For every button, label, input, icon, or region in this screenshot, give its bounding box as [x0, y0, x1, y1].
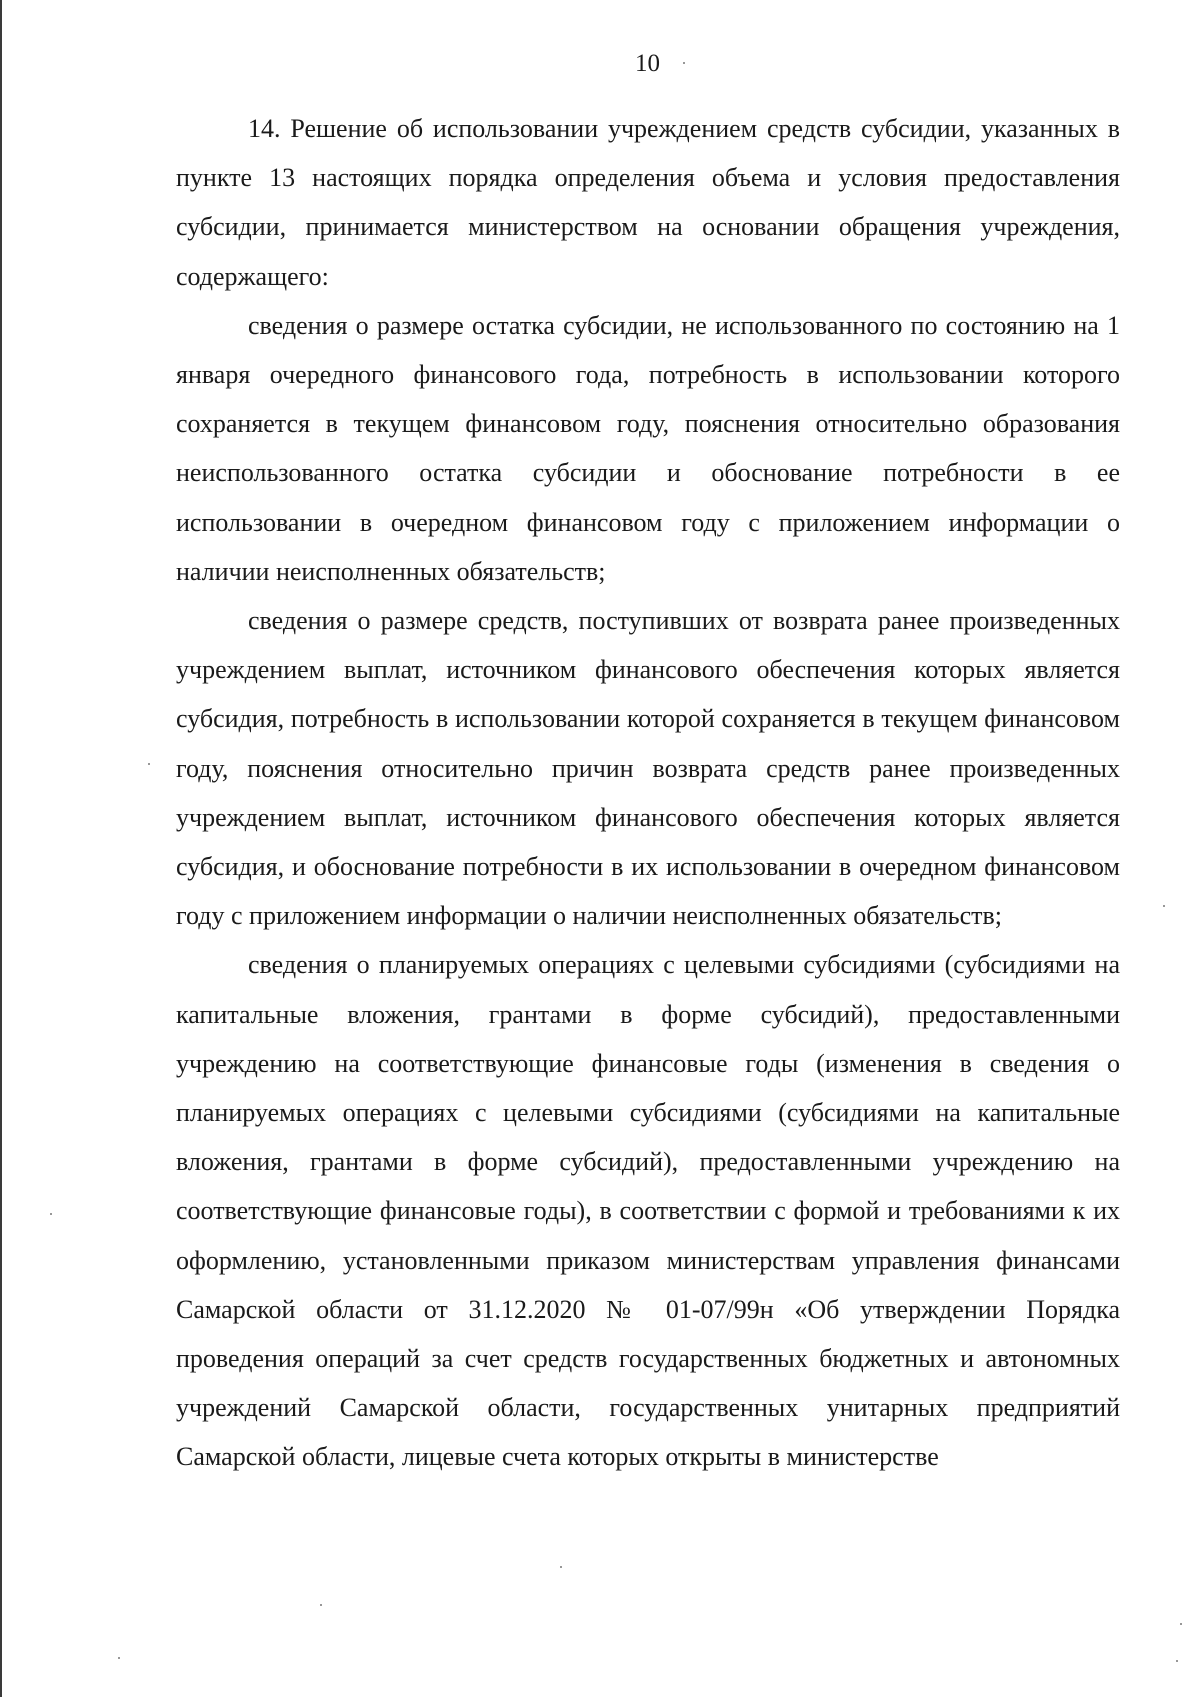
scan-speck [50, 1213, 52, 1215]
paragraph-returned-funds: сведения о размере средств, поступивших от возврата ранее произведенных учреждением выплат, источником финансового обеспечения которых является субсидия, потребность в использовании которой сохраняется в текущем финансовом году, пояснения относительно причин возврата средств ранее произведенных учреждением выплат, источником финансового обеспечения которых является субсидия, и обоснование потребности в их использовании в очередном финансовом году с приложением информации о наличии неисполненных обязательств; [176, 606, 1120, 931]
page-number: 10 [635, 50, 660, 77]
paragraph-item-14: 14. Решение об использовании учреждением средств субсидии, указанных в пункте 13 настоящих порядка определения объема и условия предоставления субсидии, принимается министерством на основании обращения учреждения, содержащего: [176, 114, 1120, 291]
paragraph-unused-balance: сведения о размере остатка субсидии, не использованного по состоянию на 1 января очередного финансового года, потребность в использовании которого сохраняется в текущем финансовом году, пояснения относительно образования неиспользованного остатка субсидии и обоснование потребности в ее использовании в очередном финансовом году с приложением информации о наличии неисполненных обязательств; [176, 310, 1120, 586]
scan-speck [118, 1657, 120, 1659]
scan-speck [1163, 905, 1165, 907]
scan-speck [683, 62, 685, 64]
paragraph-planned-operations: сведения о планируемых операциях с целевыми субсидиями (субсидиями на капитальные вложения, грантами в форме субсидий), предоставленными учреждению на соответствующие финансовые годы (изменения в сведения о планируемых операциях с целевыми субсидиями (субсидиями на капитальные вложения, грантами в форме субсидий), предоставленными учреждению на соответствующие финансовые годы), в соответствии с формой и требованиями к их оформлению, установленными приказом министерствам управления финансами Самарской области от 31.12.2020 № 01-07/99н «Об утверждении Порядка проведения операций за счет средств государственных бюджетных и автономных учреждений Самарской области, государственных унитарных предприятий Самарской области, лицевые счета которых открыты в министерстве [176, 950, 1120, 1472]
scan-speck [1176, 1660, 1178, 1662]
scan-speck [320, 1604, 322, 1606]
document-body [176, 104, 1120, 1482]
scan-speck [148, 763, 150, 765]
scan-speck [560, 1566, 562, 1568]
scan-left-edge [0, 0, 2, 1697]
scan-speck [1180, 1623, 1182, 1625]
